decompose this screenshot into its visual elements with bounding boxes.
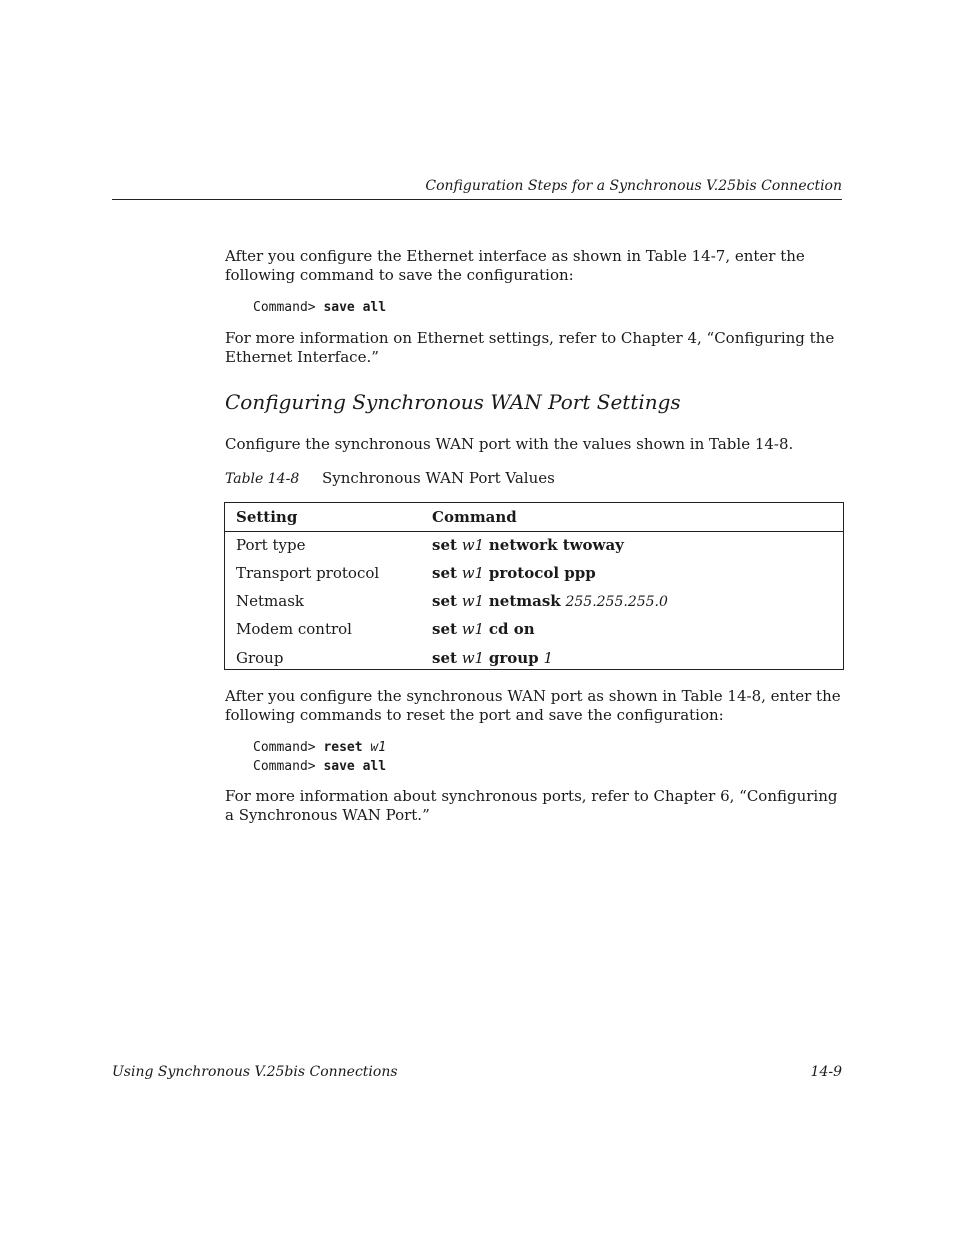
command-port: w1: [461, 564, 485, 582]
paragraph-sync-ports-ref: For more information about synchronous ports, refer to Chapter 6, “Configuring a Synchronous WAN Port.”: [225, 787, 838, 824]
command-port: w1: [461, 592, 485, 610]
page-number: 14-9: [810, 1064, 842, 1080]
command-keyword: set: [432, 649, 457, 667]
command-text: reset: [323, 740, 363, 755]
header-rule: [112, 199, 842, 200]
command-value: 1: [543, 649, 553, 667]
wan-port-values-table: [224, 502, 844, 670]
footer-chapter-title: Using Synchronous V.25bis Connections: [112, 1064, 398, 1080]
table-header-rule: [225, 531, 843, 532]
table-cell-setting: Port type: [236, 536, 306, 554]
command-args: netmask: [488, 592, 561, 610]
table-cell-command: [432, 592, 668, 612]
section-title: Configuring Synchronous WAN Port Settings: [225, 390, 681, 414]
table-cell-command: [432, 536, 624, 555]
command-prompt: Command>: [253, 759, 316, 774]
command-keyword: set: [432, 592, 457, 610]
command-args: network twoway: [488, 536, 624, 554]
table-cell-setting: Netmask: [236, 592, 304, 610]
table-header-setting: Setting: [236, 508, 298, 526]
table-number: Table 14-8: [225, 471, 300, 487]
command-args: protocol ppp: [488, 564, 596, 582]
command-prompt: Command>: [253, 300, 316, 315]
command-keyword: set: [432, 564, 457, 582]
command-keyword: set: [432, 620, 457, 638]
command-value: 255.255.255.0: [565, 594, 668, 610]
table-cell-command: [432, 620, 535, 639]
command-port: w1: [461, 620, 485, 638]
table-header-command: Command: [432, 508, 517, 526]
command-prompt: Command>: [253, 740, 316, 755]
command-port: w1: [461, 536, 485, 554]
paragraph-intro: After you configure the Ethernet interface as shown in Table 14-7, enter the following command to save the configuration:: [225, 247, 805, 284]
paragraph-configure-wan: Configure the synchronous WAN port with the values shown in Table 14-8.: [225, 435, 794, 453]
command-text: save all: [323, 300, 387, 315]
table-caption: [225, 469, 555, 487]
table-cell-setting: Group: [236, 649, 284, 667]
command-keyword: set: [432, 536, 457, 554]
paragraph-ethernet-ref: For more information on Ethernet settings, refer to Chapter 4, “Configuring the Ethernet Interface.”: [225, 329, 835, 366]
table-cell-setting: Transport protocol: [236, 564, 380, 582]
command-arg: w1: [370, 740, 387, 755]
command-args: cd on: [488, 620, 535, 638]
command-args: group: [488, 649, 539, 667]
table-cell-command: [432, 564, 596, 583]
table-cell-command: [432, 649, 553, 668]
table-title: Synchronous WAN Port Values: [322, 469, 555, 487]
command-port: w1: [461, 649, 485, 667]
command-line-save: [253, 298, 386, 317]
command-line-reset: [253, 738, 386, 757]
paragraph-after-wan: After you configure the synchronous WAN port as shown in Table 14-8, enter the following commands to reset the port and save the configuration:: [225, 687, 841, 724]
table-cell-setting: Modem control: [236, 620, 352, 638]
command-line-save: [253, 757, 386, 776]
running-head: Configuration Steps for a Synchronous V.25bis Connection: [425, 178, 842, 194]
command-text: save all: [323, 759, 387, 774]
